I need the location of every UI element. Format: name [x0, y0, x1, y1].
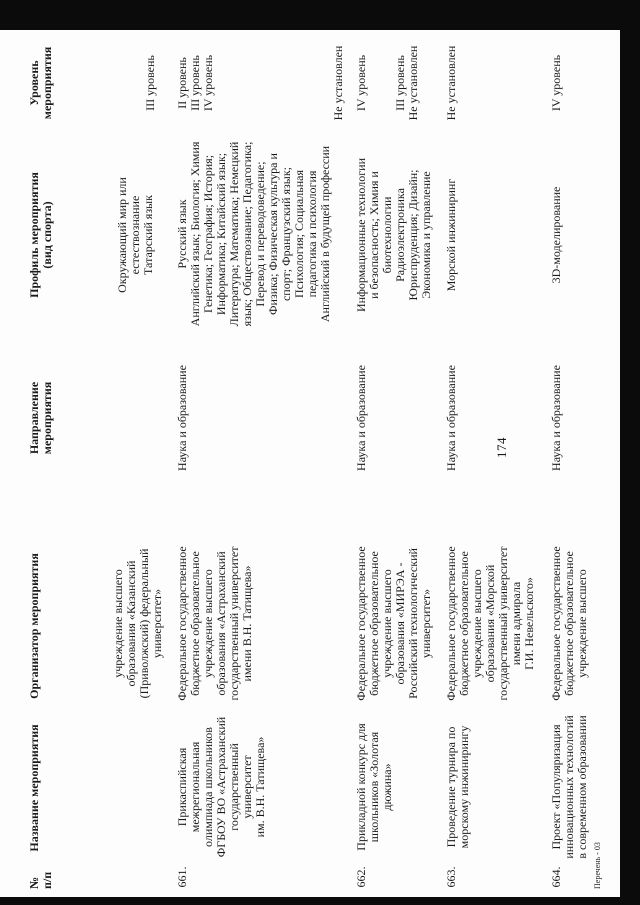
fragment-profile: Окружающий мир или естествознание Татарский язык: [115, 177, 155, 293]
row-661-profile: Русский язык Английский язык; Биология; Химия Генетика; География; История; Информатика; Китайский язык; Литература; Математика; Немецкий язык; Обществознание; Педагогика; Перевод и переводоведение; Физика; Физическая культура и спорт; Французский язык; Психология; Социальная педагогика и психология Английский в будущей профессии: [175, 141, 332, 327]
scan-border-top: [0, 0, 640, 30]
row-663-level: Не установлен: [444, 45, 458, 121]
col-header-level: Уровень мероприятия: [27, 46, 54, 120]
row-662-name: Прикладной конкурс для школьников «Золотая дюжина»: [354, 723, 394, 851]
page-footer: Перечень - 03: [593, 842, 602, 889]
col-header-name: Название мероприятия: [27, 724, 41, 852]
col-header-organizer: Организатор мероприятия: [27, 553, 41, 699]
row-662-level: IV уровень III уровень Не установлен: [354, 45, 420, 121]
rotated-table-page: [20, 28, 615, 893]
fragment-level: III уровень: [143, 55, 157, 111]
row-663-organizer: Федеральное государственное бюджетное образовательное учреждение высшего образования «Морской государственный университет имени адмирала Г.И. Невельского»: [444, 546, 536, 701]
row-664-name: Проект «Популяризация инновационных технологий в современном образовании: [549, 715, 589, 859]
col-header-num: № п/п: [27, 871, 54, 889]
fragment-organizer: учреждение высшего образования «Казанский (Приволжский) федеральный университет»: [111, 548, 164, 699]
row-662-profile: Информационные технологии и безопасность; Химия и биотехнологии Радиоэлектроника Юриспруденция; Дизайн; Экономика и управление: [354, 157, 433, 313]
scan-border-bottom: [0, 897, 640, 905]
row-664-direction: Наука и образование: [549, 365, 563, 471]
row-664-profile: 3D-моделирование: [549, 186, 563, 284]
row-663-direction: Наука и образование: [444, 365, 458, 471]
row-662-organizer: Федеральное государственное бюджетное образовательное учреждение высшего образования «МИРЭА - Российский технологический университет»: [354, 546, 433, 701]
row-664-level: IV уровень: [549, 54, 563, 112]
row-664-num: 664.: [549, 866, 563, 888]
col-header-direction: Направление мероприятия: [27, 381, 54, 455]
row-661-num: 661.: [175, 866, 189, 888]
row-662-num: 662.: [354, 866, 368, 888]
row-662-direction: Наука и образование: [354, 365, 368, 471]
page-number: 174: [494, 437, 509, 458]
scan-border-right: [620, 0, 640, 905]
row-663-num: 663.: [444, 866, 458, 888]
row-661-direction: Наука и образование: [175, 365, 189, 471]
row-663-name: Проведение турнира по морскому инжинирингу: [444, 725, 471, 849]
row-663-profile: Морской инжиниринг: [444, 178, 458, 292]
row-661-name: Прикаспийская межрегиональная олимпиада школьников ФГБОУ ВО «Астраханский государственный университет им. В.Н. Татищева»: [175, 716, 267, 858]
row-661-level: II уровень III уровень IV уровень Не установлен: [175, 45, 345, 121]
row-664-organizer: Федеральное государственное бюджетное образовательное учреждение высшего: [549, 546, 589, 701]
row-661-organizer: Федеральное государственное бюджетное образовательное учреждение высшего образования «Астраханский государственный университет имени В.Н. Татищева»: [175, 546, 254, 701]
col-header-profile: Профиль мероприятия (вид спорта): [27, 172, 54, 298]
